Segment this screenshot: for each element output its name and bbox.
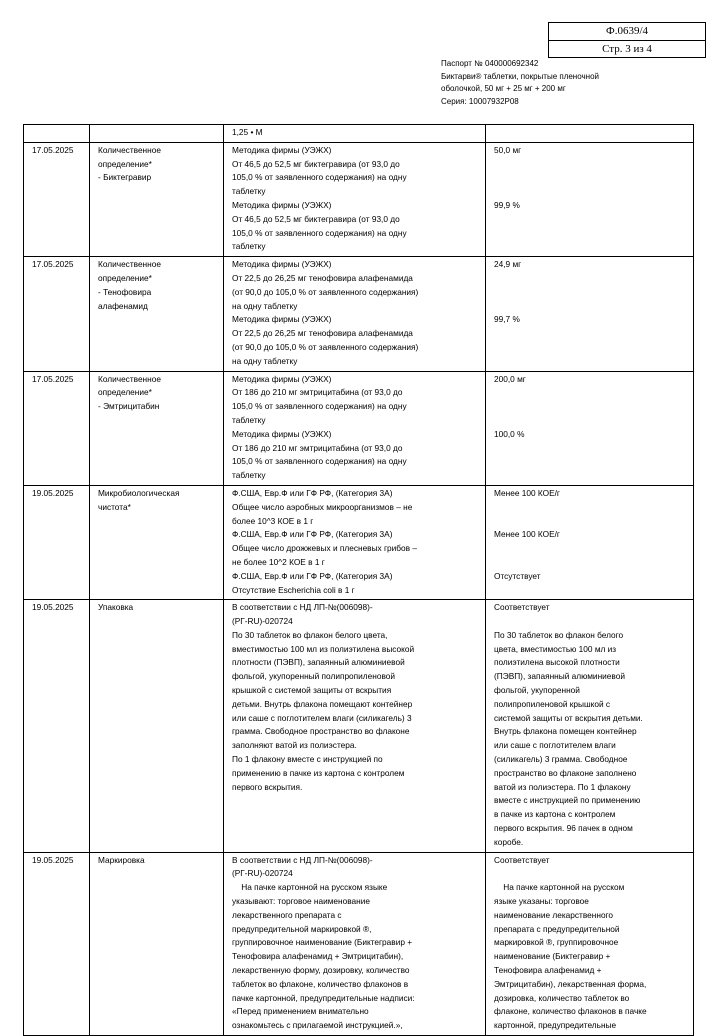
test-method-line: 105,0 % от заявленного содержания) на одну xyxy=(232,456,407,467)
test-method-line: ознакомьтесь с прилагаемой инструкцией.», xyxy=(232,1020,403,1031)
test-method-line: 105,0 % от заявленного содержания) на одну xyxy=(232,227,407,238)
passport-number: Паспорт № 040000692342 xyxy=(441,59,539,68)
test-result-line: Менее 100 КОЕ/г xyxy=(494,529,560,540)
test-method-line: От 22,5 до 26,25 мг тенофовира алафенамида xyxy=(232,328,413,339)
test-date-line: 17.05.2025 xyxy=(32,144,74,155)
test-result-line: 200,0 мг xyxy=(494,373,526,384)
test-method-line: Общее число аэробных микроорганизмов – не xyxy=(232,501,413,512)
test-method-line: более 10^3 КОЕ в 1 г xyxy=(232,515,314,526)
test-date-cell xyxy=(24,371,90,485)
test-result-line: Менее 100 КОЕ/г xyxy=(494,487,560,498)
test-result-line: 50,0 мг xyxy=(494,144,522,155)
test-result-line: Тенофовира алафенамид + xyxy=(494,965,602,976)
test-date-cell xyxy=(24,142,90,256)
table-row xyxy=(24,257,694,371)
test-name-line: определение* xyxy=(98,272,152,283)
page-number: Стр. 3 из 4 xyxy=(549,40,705,58)
test-method-line: лекарственную форму, дозировку, количество xyxy=(232,965,410,976)
test-date-line: 19.05.2025 xyxy=(32,854,74,865)
passport-info xyxy=(441,58,711,108)
test-method-line: на одну таблетку xyxy=(232,355,298,366)
test-method-line: Методика фирмы (УЭЖХ) xyxy=(232,259,332,270)
test-result-cell xyxy=(486,125,694,143)
test-name-cell xyxy=(90,125,224,143)
test-date-line: 19.05.2025 xyxy=(32,602,74,613)
test-name-cell xyxy=(90,485,224,599)
test-method-line: По 1 флакону вместе с инструкцией по xyxy=(232,754,383,765)
test-method-line: Методика фирмы (УЭЖХ) xyxy=(232,314,332,325)
test-method-line: лекарственного препарата с xyxy=(232,909,342,920)
test-result-line: пространство во флаконе заполнено xyxy=(494,767,637,778)
test-method-line: применению в пачке из картона с контролем xyxy=(232,767,405,778)
test-method-line: Методика фирмы (УЭЖХ) xyxy=(232,199,332,210)
test-method-line: таблетку xyxy=(232,241,266,252)
test-result-line: На пачке картонной на русском xyxy=(494,882,625,893)
test-method-line: грамма. Свободное пространство во флаконе xyxy=(232,726,410,737)
test-result-line: полипропиленовой крышкой с xyxy=(494,698,611,709)
test-method-cell xyxy=(224,257,486,371)
test-method-line: От 46,5 до 52,5 мг биктегравира (от 93,0 до xyxy=(232,213,400,224)
test-date-line: 19.05.2025 xyxy=(32,487,74,498)
test-method-line: первого вскрытия. xyxy=(232,781,303,792)
test-method-line: на одну таблетку xyxy=(232,300,298,311)
test-method-line: указывают: торговое наименование xyxy=(232,896,370,907)
test-name-line: Упаковка xyxy=(98,602,134,613)
test-result-line: ватой из полиэстера. По 1 флакону xyxy=(494,781,631,792)
batch-series: Серия: 10007932Р08 xyxy=(441,96,519,106)
test-method-line: (РГ-RU)-020724 xyxy=(232,616,293,627)
test-result-cell xyxy=(486,371,694,485)
test-name-line: Количественное xyxy=(98,259,161,270)
test-name-line: определение* xyxy=(98,387,152,398)
table-row xyxy=(24,600,694,852)
test-result-line: фольгой, укупоренной xyxy=(494,685,580,696)
test-method-cell xyxy=(224,852,486,1035)
test-result-line xyxy=(494,515,688,529)
test-result-line: вместе с инструкцией по применению xyxy=(494,795,641,806)
test-name-line: Микробиологическая xyxy=(98,487,180,498)
form-code-box xyxy=(548,22,706,58)
test-result-line: Эмтрицитабин), лекарственная форма, xyxy=(494,978,647,989)
table-row xyxy=(24,142,694,256)
test-result-line xyxy=(494,556,688,570)
test-result-line xyxy=(494,867,688,881)
test-date-line: 17.05.2025 xyxy=(32,259,74,270)
test-method-line: таблетку xyxy=(232,186,266,197)
test-method-line: Тенофовира алафенамид + Эмтрицитабин), xyxy=(232,951,404,962)
test-method-cell xyxy=(224,600,486,852)
test-name-line: Маркировка xyxy=(98,854,145,865)
test-name-cell xyxy=(90,371,224,485)
table-row xyxy=(24,371,694,485)
test-result-line xyxy=(494,386,688,400)
test-result-line xyxy=(494,185,688,199)
test-method-line: 1,25 • М xyxy=(232,127,263,137)
test-method-line: В соответствии с НД ЛП-№(006098)- xyxy=(232,854,373,865)
test-result-line: наименование лекарственного xyxy=(494,909,614,920)
test-results-table xyxy=(23,124,694,1036)
test-method-line: (от 90,0 до 105,0 % от заявленного содержания) xyxy=(232,341,419,352)
test-method-line: 105,0 % от заявленного содержания) на одну xyxy=(232,401,407,412)
test-result-line: 99,9 % xyxy=(494,199,520,210)
test-method-line: предупредительной маркировкой ®, xyxy=(232,923,372,934)
test-method-line: фольгой, укупоренный полипропиленовой xyxy=(232,671,396,682)
test-name-line: Количественное xyxy=(98,373,161,384)
test-result-line: наименование (Биктегравир + xyxy=(494,951,611,962)
test-name-cell xyxy=(90,257,224,371)
test-result-line: дозировка, количество таблеток во xyxy=(494,992,630,1003)
test-method-line: таблетку xyxy=(232,414,266,425)
test-result-line: Отсутствует xyxy=(494,570,541,581)
test-result-line: системой защиты от вскрытия детьми. xyxy=(494,712,643,723)
test-name-line: Количественное xyxy=(98,144,161,155)
test-result-line: (силикагель) 3 грамма. Свободное xyxy=(494,754,628,765)
test-method-line: (РГ-RU)-020724 xyxy=(232,868,293,879)
test-method-cell xyxy=(224,125,486,143)
test-result-line: Внутрь флакона помещен контейнер xyxy=(494,726,637,737)
test-result-line: Соответствует xyxy=(494,602,550,613)
test-method-line: На пачке картонной на русском языке xyxy=(232,882,388,893)
test-result-cell xyxy=(486,257,694,371)
test-date-cell xyxy=(24,257,90,371)
test-method-line: Отсутствие Escherichia coli в 1 г xyxy=(232,584,355,595)
test-result-line: коробе. xyxy=(494,836,524,847)
test-method-line: (от 90,0 до 105,0 % от заявленного содержания) xyxy=(232,286,419,297)
test-method-line: Общее число дрожжевых и плесневых грибов – xyxy=(232,543,417,554)
test-result-line: флаконе, количество флаконов в пачке xyxy=(494,1006,647,1017)
test-result-line xyxy=(494,171,688,185)
test-result-line: По 30 таблеток во флакон белого xyxy=(494,629,624,640)
test-date-cell xyxy=(24,600,90,852)
test-date-line: 17.05.2025 xyxy=(32,373,74,384)
test-result-line: (ПЭВП), запаянный алюминиевой xyxy=(494,671,625,682)
test-result-line: маркировкой ®, группировочное xyxy=(494,937,619,948)
test-result-line xyxy=(494,158,688,172)
test-method-line: От 46,5 до 52,5 мг биктегравира (от 93,0 до xyxy=(232,158,400,169)
test-date-cell xyxy=(24,485,90,599)
test-date-cell xyxy=(24,852,90,1035)
test-name-line: алафенамид xyxy=(98,300,148,311)
test-result-line: 24,9 мг xyxy=(494,259,522,270)
test-method-line: По 30 таблеток во флакон белого цвета, xyxy=(232,629,388,640)
test-method-line: От 186 до 210 мг эмтрицитабина (от 93,0 до xyxy=(232,387,403,398)
test-result-line: первого вскрытия. 96 пачек в одном xyxy=(494,823,633,834)
test-method-line: Методика фирмы (УЭЖХ) xyxy=(232,144,332,155)
test-method-line: детьми. Внутрь флакона помещают контейнер xyxy=(232,698,413,709)
test-method-line: заполняют ватой из полиэстера. xyxy=(232,740,357,751)
test-method-line: В соответствии с НД ЛП-№(006098)- xyxy=(232,602,373,613)
test-method-line: От 186 до 210 мг эмтрицитабина (от 93,0 до xyxy=(232,442,403,453)
form-code: Ф.0639/4 xyxy=(606,25,648,37)
product-name-line1: Биктарви® таблетки, покрытые пленочной xyxy=(441,71,600,81)
test-result-line: полиэтилена высокой плотности xyxy=(494,657,620,668)
test-result-line xyxy=(494,414,688,428)
test-method-line: Ф.США, Евр.Ф или ГФ РФ, (Категория 3А) xyxy=(232,529,393,540)
test-method-line: крышкой с системой защиты от вскрытия xyxy=(232,685,392,696)
test-result-line: Соответствует xyxy=(494,854,550,865)
test-result-line: в пачке из картона с контролем xyxy=(494,809,616,820)
test-method-line: «Перед применением внимательно xyxy=(232,1006,369,1017)
test-name-line: - Тенофовира xyxy=(98,286,152,297)
test-result-line: 100,0 % xyxy=(494,428,525,439)
test-date-cell xyxy=(24,125,90,143)
table-row xyxy=(24,852,694,1035)
test-method-line: пачке картонной, предупредительные надписи: xyxy=(232,992,415,1003)
test-result-line xyxy=(494,501,688,515)
test-method-line: таблеток во флаконе, количество флаконов в xyxy=(232,978,409,989)
test-result-cell xyxy=(486,852,694,1035)
test-result-line xyxy=(494,542,688,556)
test-name-cell xyxy=(90,852,224,1035)
test-result-cell xyxy=(486,600,694,852)
product-name-line2: оболочкой, 50 мг + 25 мг + 200 мг xyxy=(441,84,566,93)
test-method-cell xyxy=(224,142,486,256)
test-result-line: картонной, предупредительные xyxy=(494,1020,617,1031)
test-name-line: чистота* xyxy=(98,501,131,512)
test-name-line: - Биктегравир xyxy=(98,172,152,183)
test-result-line xyxy=(494,272,688,286)
test-method-line: вместимостью 100 мл из полиэтилена высокой xyxy=(232,643,415,654)
test-method-cell xyxy=(224,371,486,485)
test-result-line xyxy=(494,300,688,314)
test-name-cell xyxy=(90,600,224,852)
test-result-line xyxy=(494,615,688,629)
test-method-line: группировочное наименование (Биктегравир + xyxy=(232,937,413,948)
test-result-cell xyxy=(486,485,694,599)
test-name-cell xyxy=(90,142,224,256)
test-result-line: языке указаны: торговое xyxy=(494,896,589,907)
test-result-line xyxy=(494,400,688,414)
test-result-line xyxy=(494,286,688,300)
test-result-line: препарата с предупредительной xyxy=(494,923,620,934)
test-method-line: таблетку xyxy=(232,470,266,481)
test-method-cell xyxy=(224,485,486,599)
table-row xyxy=(24,485,694,599)
test-method-line: не более 10^2 КОЕ в 1 г xyxy=(232,556,325,567)
test-method-line: Ф.США, Евр.Ф или ГФ РФ, (Категория 3А) xyxy=(232,570,393,581)
test-method-line: плотности (ПЭВП), запаянный алюминиевой xyxy=(232,657,405,668)
test-result-cell xyxy=(486,142,694,256)
test-method-line: Ф.США, Евр.Ф или ГФ РФ, (Категория 3А) xyxy=(232,487,393,498)
test-method-line: От 22,5 до 26,25 мг тенофовира алафенамида xyxy=(232,272,413,283)
test-name-line: определение* xyxy=(98,158,152,169)
test-method-line: Методика фирмы (УЭЖХ) xyxy=(232,373,332,384)
test-name-line: - Эмтрицитабин xyxy=(98,401,160,412)
table-row xyxy=(24,125,694,143)
test-method-line: Методика фирмы (УЭЖХ) xyxy=(232,428,332,439)
test-result-line: или саше с поглотителем влаги xyxy=(494,740,616,751)
test-method-line: или саше с поглотителем влаги (силикагель) 3 xyxy=(232,712,412,723)
test-method-line: 105,0 % от заявленного содержания) на одну xyxy=(232,172,407,183)
test-result-line: цвета, вместимостью 100 мл из xyxy=(494,643,617,654)
test-result-line: 99,7 % xyxy=(494,314,520,325)
